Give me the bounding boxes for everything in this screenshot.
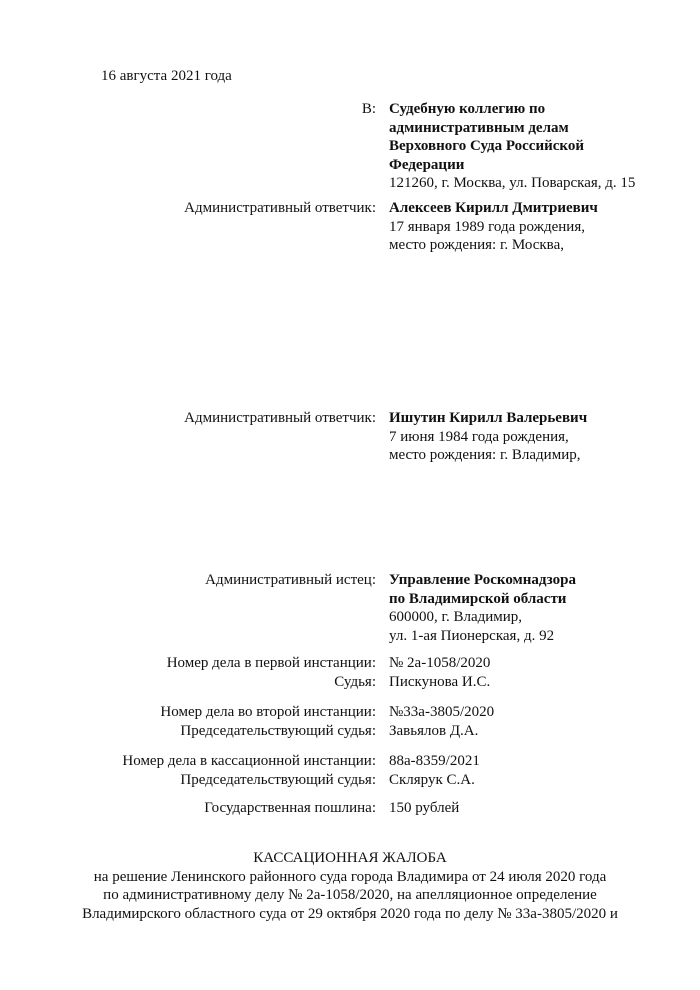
judge-label: Председательствующий судья: <box>180 722 376 739</box>
state-fee <box>0 799 700 818</box>
plaintiff-address: 600000, г. Владимир, <box>389 609 523 625</box>
addressee-name: административным делам <box>389 119 569 136</box>
case-label: Номер дела в первой инстанции: <box>166 655 376 671</box>
fee-value: 150 рублей <box>389 800 460 816</box>
document-title: КАССАЦИОННАЯ ЖАЛОБА <box>253 850 447 866</box>
judge-label: Председательствующий судья: <box>180 771 376 788</box>
judge-name: Пискунова И.С. <box>389 673 491 690</box>
case-number: №33а-3805/2020 <box>389 704 495 720</box>
respondent-label: Административный ответчик: <box>184 200 376 216</box>
judge-name: Завьялов Д.А. <box>389 722 479 739</box>
addressee-name: Федерации <box>389 156 465 173</box>
addressee-name: Верховного Суда Российской <box>389 138 584 154</box>
plaintiff-name: по Владимирской области <box>389 590 567 607</box>
respondent-name: Алексеев Кирилл Дмитриевич <box>389 200 598 216</box>
document-heading <box>0 849 700 923</box>
document-subtitle: на решение Ленинского районного суда города Владимира от 24 июля 2020 года <box>93 868 607 885</box>
document-subtitle: по административному делу № 2а-1058/2020, на апелляционное определение <box>103 887 597 903</box>
fee-label: Государственная пошлина: <box>204 800 376 816</box>
addressee-name: Судебную коллегию по <box>389 101 546 117</box>
addressee-label: В: <box>361 101 376 117</box>
case-cassation <box>0 752 700 789</box>
case-number: № 2а-1058/2020 <box>389 655 491 671</box>
document-subtitle: Владимирского областного суда от 29 октября 2020 года по делу № 33а-3805/2020 и <box>82 905 618 922</box>
respondent-name: Ишутин Кирилл Валерьевич <box>389 410 588 426</box>
respondent-1-block <box>0 199 700 255</box>
addressee-block <box>0 100 700 193</box>
case-label: Номер дела во второй инстанции: <box>160 704 376 720</box>
case-second-instance <box>0 703 700 740</box>
document-date: 16 августа 2021 года <box>101 68 232 84</box>
plaintiff-address: ул. 1-ая Пионерская, д. 92 <box>389 627 555 644</box>
judge-name: Склярук С.А. <box>389 771 475 788</box>
case-label: Номер дела в кассационной инстанции: <box>122 753 376 769</box>
plaintiff-label: Административный истец: <box>205 572 376 588</box>
plaintiff-name: Управление Роскомнадзора <box>389 572 576 588</box>
respondent-label: Административный ответчик: <box>184 410 376 426</box>
case-number: 88а-8359/2021 <box>389 753 480 769</box>
respondent-birthplace: место рождения: г. Москва, <box>389 237 564 253</box>
case-first-instance <box>0 654 700 691</box>
respondent-2-block <box>0 409 700 465</box>
judge-label: Судья: <box>334 673 376 690</box>
respondent-birth: 7 июня 1984 года рождения, <box>389 428 569 445</box>
respondent-birthplace: место рождения: г. Владимир, <box>389 447 581 463</box>
respondent-birth: 17 января 1989 года рождения, <box>389 218 585 235</box>
addressee-address: 121260, г. Москва, ул. Поварская, д. 15 <box>389 175 636 191</box>
plaintiff-block <box>0 571 700 645</box>
